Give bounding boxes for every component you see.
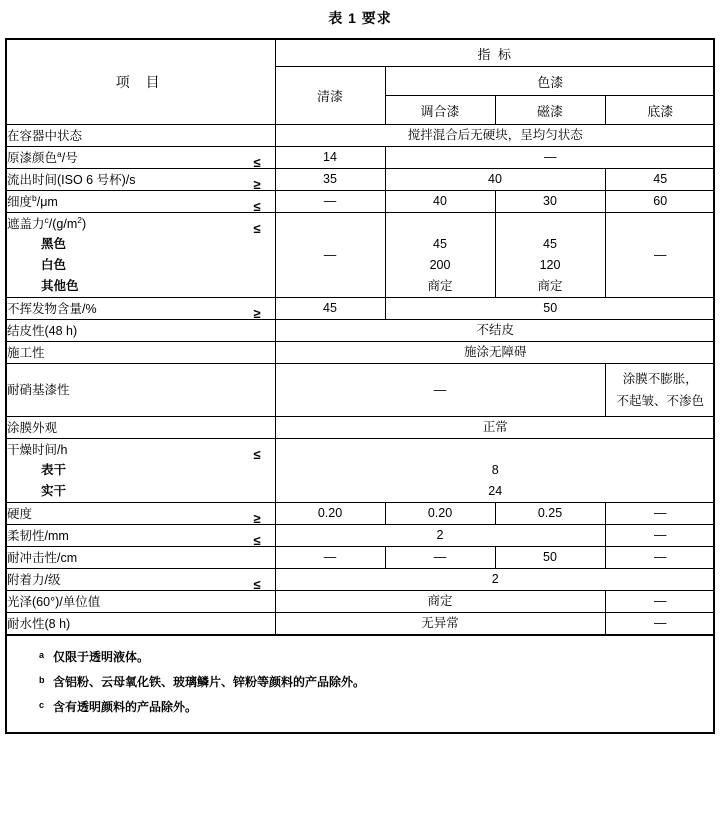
row-label-text: 硬度 [7, 506, 33, 521]
row-label: 耐水性(8 h) [7, 613, 275, 635]
row-value-mixed [385, 213, 495, 298]
row-value-primer [605, 364, 715, 417]
row-label: 耐硝基漆性 [7, 364, 275, 417]
row-value-all: 不结皮 [275, 320, 715, 342]
row-value-all: 正常 [275, 417, 715, 439]
header-enamel: 磁漆 [495, 96, 605, 125]
row-relation-symbol: ≥ [253, 306, 261, 321]
footnote-text: 含有透明颜料的产品除外。 [53, 700, 198, 714]
row-label [7, 169, 275, 191]
row-label-text: 原漆颜色$^a$/号 [7, 148, 78, 165]
row-label-text: 遮盖力$^c/(g/m^2)$ [7, 214, 87, 231]
row-label: 施工性 [7, 342, 275, 364]
footnote-b [7, 670, 713, 695]
row-label-text: 干燥时间/h [7, 442, 68, 457]
requirements-table [7, 40, 715, 635]
row-value-three: 无异常 [275, 613, 605, 635]
footnote-mark: b [39, 675, 45, 685]
table-row [7, 591, 715, 613]
row-label [7, 147, 275, 169]
row-label: 光泽(60°)/单位值 [7, 591, 275, 613]
primer-line-1: 涂膜不膨胀， [622, 372, 698, 386]
row-value-enamel [495, 213, 605, 298]
primer-line-2: 不起皱、不渗色 [616, 394, 704, 408]
row-value-mixed: — [385, 547, 495, 569]
row-value-primer: — [605, 591, 715, 613]
table-row [7, 364, 715, 417]
footnote-ref-a: a [57, 148, 62, 159]
row-value-clear: — [275, 547, 385, 569]
footnote-mark: a [39, 650, 45, 660]
row-value-primer: 45 [605, 169, 715, 191]
row-relation-symbol: ≤ [253, 199, 261, 214]
row-value-clear: 0.20 [275, 503, 385, 525]
row-value-primer: — [605, 525, 715, 547]
table-row [7, 525, 715, 547]
row-label [7, 569, 275, 591]
row-value-clear: 35 [275, 169, 385, 191]
row-label [7, 439, 275, 503]
table-row [7, 503, 715, 525]
row-label: 结皮性(48 h) [7, 320, 275, 342]
header-clear-paint: 清漆 [275, 67, 385, 125]
table-row [7, 569, 715, 591]
row-label-text: 附着力/级 [7, 572, 61, 587]
footnote-mark: c [39, 700, 45, 710]
row-value-mixed-enamel: 40 [385, 169, 605, 191]
value-surface-dry: 8 [491, 463, 499, 477]
footnote-text: 含铝粉、云母氧化铁、玻璃鳞片、锌粉等颜料的产品除外。 [53, 675, 366, 689]
row-label [7, 503, 275, 525]
row-label [7, 298, 275, 320]
row-sublabel-white: 白色 [41, 257, 67, 272]
row-label: 耐冲击性/cm [7, 547, 275, 569]
page-title: 表 1 要求 [328, 10, 392, 26]
value-other: 商定 [537, 279, 563, 293]
row-label [7, 525, 275, 547]
row-relation-symbol: ≤ [253, 577, 261, 592]
row-label: 涂膜外观 [7, 417, 275, 439]
row-value-primer: — [605, 613, 715, 635]
row-value-mixed: 0.20 [385, 503, 495, 525]
row-label-text: 细度$^b$/μm [7, 192, 58, 209]
footnote-ref-b: b [32, 192, 37, 203]
row-value-clear: 45 [275, 298, 385, 320]
row-value-three: — [275, 364, 605, 417]
row-value-clear: — [275, 213, 385, 298]
footnote-ref-c: c [44, 214, 49, 225]
footnote-a [7, 645, 713, 670]
header-primer: 底漆 [605, 96, 715, 125]
row-relation-symbol: ≤ [253, 447, 261, 462]
row-label-text: 不挥发物含量/% [7, 301, 97, 316]
table-row [7, 547, 715, 569]
header-index-group: 指 标 [275, 40, 715, 67]
table-row [7, 439, 715, 503]
row-value-enamel: 0.25 [495, 503, 605, 525]
row-sublabel-surface-dry: 表干 [41, 462, 67, 477]
table-row [7, 417, 715, 439]
table-row [7, 298, 715, 320]
row-value-color-all: — [385, 147, 715, 169]
row-relation-symbol: ≤ [253, 155, 261, 170]
row-value-mixed: 40 [385, 191, 495, 213]
row-value-primer: 60 [605, 191, 715, 213]
row-relation-symbol: ≤ [253, 533, 261, 548]
table-row [7, 191, 715, 213]
value-hard-dry: 24 [488, 484, 503, 498]
value-other: 商定 [427, 279, 453, 293]
row-label [7, 191, 275, 213]
row-value-all: 施涂无障碍 [275, 342, 715, 364]
row-value-three: 商定 [275, 591, 605, 613]
value-white: 200 [429, 258, 451, 272]
row-relation-symbol: ≥ [253, 177, 261, 192]
row-value-all: 搅拌混合后无硬块，呈均匀状态 [275, 125, 715, 147]
value-black: 45 [543, 237, 557, 251]
row-value-enamel: 30 [495, 191, 605, 213]
row-label-text: 柔韧性/mm [7, 528, 69, 543]
row-value-enamel: 50 [495, 547, 605, 569]
table-footnotes [7, 635, 713, 732]
row-sublabel-black: 黑色 [41, 236, 67, 251]
value-white: 120 [539, 258, 561, 272]
table-row [7, 213, 715, 298]
row-sublabel-other: 其他色 [41, 278, 79, 293]
table-row [7, 125, 715, 147]
row-value-color-all: 50 [385, 298, 715, 320]
table-row [7, 147, 715, 169]
table-row [7, 613, 715, 635]
header-item-column: 项 目 [7, 40, 275, 125]
table-header-row-1 [7, 40, 715, 67]
row-label: 在容器中状态 [7, 125, 275, 147]
row-value-primer: — [605, 213, 715, 298]
row-sublabel-hard-dry: 实干 [41, 483, 67, 498]
table-row [7, 169, 715, 191]
footnote-text: 仅限于透明液体。 [53, 650, 150, 664]
row-value-clear: — [275, 191, 385, 213]
table-row [7, 320, 715, 342]
row-label-text: 流出时间(ISO 6 号杯)/s [7, 172, 136, 187]
row-value-all [275, 439, 715, 503]
table-row [7, 342, 715, 364]
row-value-primer: — [605, 503, 715, 525]
header-mixed-paint: 调合漆 [385, 96, 495, 125]
row-relation-symbol: ≥ [253, 511, 261, 526]
row-value-all: 2 [275, 569, 715, 591]
header-color-paint-group: 色漆 [385, 67, 715, 96]
requirements-table-container [5, 38, 715, 734]
row-label [7, 213, 275, 298]
value-black: 45 [433, 237, 447, 251]
footnote-c [7, 695, 713, 720]
row-value-three: 2 [275, 525, 605, 547]
row-relation-symbol: ≤ [253, 221, 261, 236]
row-value-clear: 14 [275, 147, 385, 169]
row-value-primer: — [605, 547, 715, 569]
